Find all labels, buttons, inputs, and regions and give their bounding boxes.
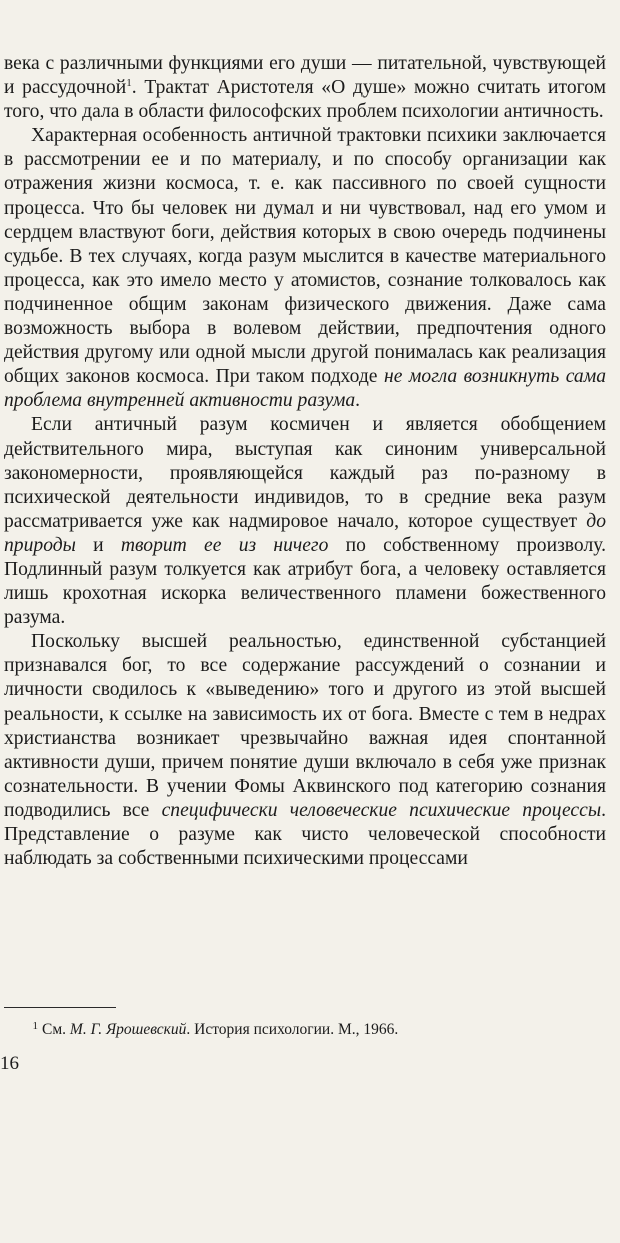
paragraph-1-text: века с различными функциями его души — питательной, чувствующей и рассудочной bbox=[4, 53, 606, 99]
paragraph-2-end: . bbox=[355, 390, 361, 412]
footnote-citation: . История психологии. М., 1966. bbox=[186, 1021, 399, 1038]
footnote-prefix: См. bbox=[42, 1021, 70, 1038]
paragraph-4 bbox=[4, 630, 606, 871]
page-number: 16 bbox=[0, 1053, 19, 1074]
paragraph-1 bbox=[4, 52, 606, 124]
footnote-reference[interactable]: 1 bbox=[126, 77, 132, 90]
paragraph-2-text: Характерная особенность античной трактовки психики заключается в рассмотрении ее и по материалу, и по способу организации как отражения жизни космоса, т. е. как пассивного по своей сущности процесса. Что бы человек ни думал и ни чувствовал, над его умом и сердцем властвуют боги, действия которых в свою очередь подчинены судьбе. В тех случаях, когда разум мыслится в качестве материального процесса, как это имело место у атомистов, сознание толковалось как подчиненное общим законам физического движения. Даже сама возможность выбора в волевом действии, предпочтения одного действия другому или одной мысли другой понималась как реализация общих законов космоса. При таком подходе bbox=[4, 125, 606, 388]
paragraph-3-emphasis-2: творит ее из ничего bbox=[120, 534, 329, 556]
body-text bbox=[4, 52, 606, 871]
paragraph-2-emphasis: не могла возникнуть сама проблема внутренней активности разума bbox=[4, 366, 607, 412]
paragraph-3 bbox=[4, 413, 606, 630]
footnote: 1 См. М. Г. Ярошевский. История психологии. М., 1966. bbox=[32, 1020, 399, 1038]
footnote-separator bbox=[4, 1007, 116, 1008]
paragraph-3-emphasis-1: до природы bbox=[4, 510, 606, 556]
footnote-author: М. Г. Ярошевский bbox=[69, 1021, 187, 1038]
paragraph-4-text: Поскольку высшей реальностью, единственной субстанцией признавался бог, то все содержание рассуждений о сознании и личности сводилось к «выведению» того и другого из этой высшей реальности, к ссылке на зависимость их от бога. Вместе с тем в недрах христианства возникает чрезвычайно важная идея спонтанной активности души, причем понятие души включало в себя уже признак сознательности. В учении Фомы Аквинского под категорию сознания подводились все bbox=[4, 631, 606, 821]
paragraph-4-end: . Представление о разуме как чисто человеческой способности наблюдать за собственными психическими процессами bbox=[4, 799, 606, 870]
paragraph-2 bbox=[4, 124, 606, 413]
paragraph-3-conjunction: и bbox=[75, 534, 121, 556]
paragraph-4-emphasis: специфически человеческие психические процессы bbox=[161, 799, 602, 821]
paragraph-1-continuation: . Трактат Аристотеля «О душе» можно считать итогом того, что дала в области философских проблем психологии античность. bbox=[4, 77, 606, 123]
paragraph-3-end: по собственному произволу. Подлинный разум толкуется как атрибут бога, а человеку оставляется лишь крохотная искорка величественного пламени божественного разума. bbox=[4, 534, 606, 629]
paragraph-3-text: Если античный разум космичен и является обобщением действительного мира, выступая как синоним универсальной закономерности, проявляющейся каждый раз по-разному в психической деятельности индивидов, то в средние века разум рассматривается уже как надмировое начало, которое существует bbox=[4, 414, 606, 532]
